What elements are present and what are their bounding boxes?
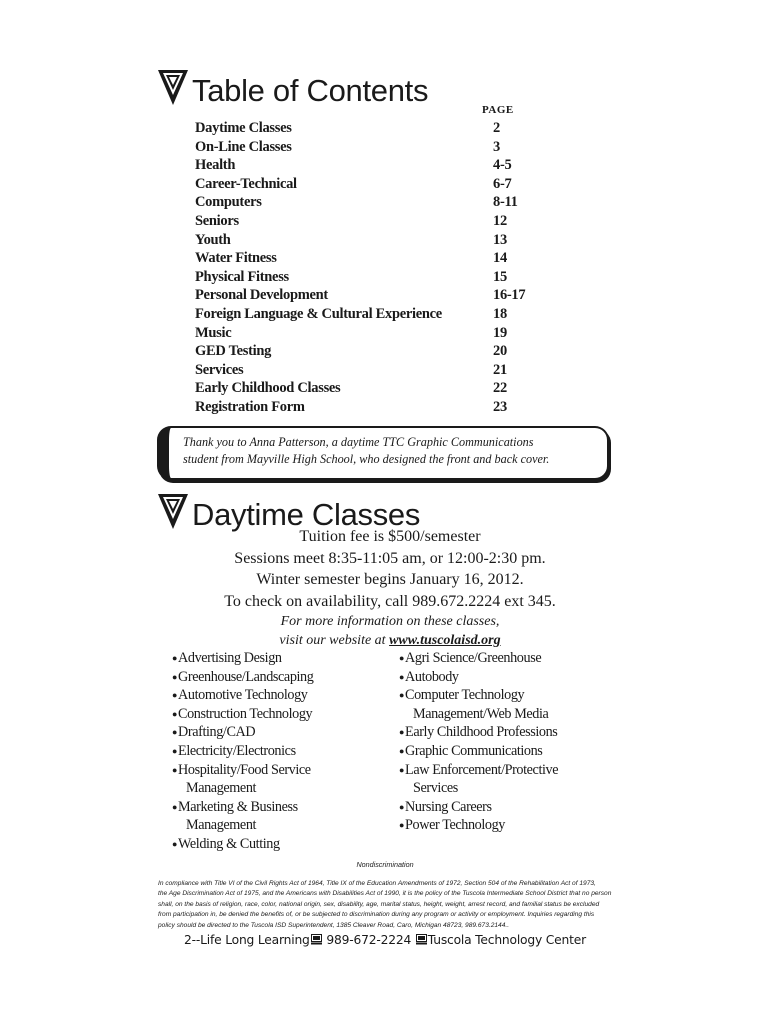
program-name: Automotive Technology xyxy=(178,687,308,704)
program-list-left xyxy=(172,649,392,854)
toc-entry-page: 6-7 xyxy=(493,175,512,192)
toc-entry-page: 13 xyxy=(493,231,507,248)
toc-entry-page: 8-11 xyxy=(493,194,518,211)
credit-line: student from Mayville High School, who designed the front and back cover. xyxy=(183,452,550,466)
bullet-icon: ● xyxy=(172,745,178,756)
toc-entry-page: 3 xyxy=(493,138,500,155)
toc-entry-page: 19 xyxy=(493,324,507,341)
program-item xyxy=(399,742,619,761)
nondiscrimination-statement xyxy=(158,879,614,931)
program-name: Law Enforcement/Protective xyxy=(405,761,559,778)
program-name-continued: Services xyxy=(413,780,458,797)
toc-entry xyxy=(195,119,555,138)
bullet-icon: ● xyxy=(399,727,405,738)
program-item xyxy=(172,742,392,761)
toc-entry-title: Career-Technical xyxy=(195,175,297,192)
program-name: Computer Technology xyxy=(405,687,525,704)
bullet-icon: ● xyxy=(399,820,405,831)
daytime-classes-heading xyxy=(158,492,420,530)
bullet-icon: ● xyxy=(399,671,405,682)
toc-entry xyxy=(195,361,555,380)
toc-entry-title: Music xyxy=(195,324,232,341)
footer-page-label: 2--Life Long Learning xyxy=(184,933,310,947)
program-item xyxy=(172,686,392,705)
toc-entry-title: Daytime Classes xyxy=(195,120,292,136)
visit-prefix: visit our website at xyxy=(279,633,390,648)
program-item xyxy=(399,816,619,835)
program-name: Hospitality/Food Service xyxy=(178,761,311,778)
toc-entry xyxy=(195,212,555,231)
winter-semester-text: Winter semester begins January 16, 2012. xyxy=(256,571,524,588)
daytime-classes-title: Daytime Classes xyxy=(192,497,421,532)
bullet-icon: ● xyxy=(172,801,178,812)
nondiscrimination-line: the Age Discrimination Act of 1975, and the Americans with Disabilities Act of 1990, it is the policy of the Tuscola Intermediate School District that no person xyxy=(158,890,612,898)
bullet-icon: ● xyxy=(172,690,178,701)
toc-entry-page: 15 xyxy=(493,268,507,285)
program-item xyxy=(172,705,392,724)
toc-entry-title: Services xyxy=(195,361,244,378)
cover-credit-text xyxy=(183,434,601,468)
toc-entry-page: 23 xyxy=(493,398,507,415)
bullet-icon: ● xyxy=(399,653,405,663)
toc-entry xyxy=(195,175,555,194)
program-name: Advertising Design xyxy=(178,650,282,666)
toc-entry xyxy=(195,342,555,361)
computer-icon xyxy=(416,934,427,945)
toc-entry-title: Personal Development xyxy=(195,287,328,304)
chevron-logo-icon xyxy=(158,492,188,530)
toc-entry-title: On-Line Classes xyxy=(195,138,292,155)
program-name: Power Technology xyxy=(405,817,505,834)
daytime-info xyxy=(130,526,650,650)
program-item xyxy=(172,798,392,835)
toc-entry xyxy=(195,249,555,268)
toc-entry-title: Early Childhood Classes xyxy=(195,380,341,397)
footer-phone: 989-672-2224 xyxy=(322,933,415,947)
program-name: Marketing & Business xyxy=(178,798,298,815)
program-name: Autobody xyxy=(405,668,459,685)
toc-entry-page: 21 xyxy=(493,361,507,378)
toc-entry-page: 14 xyxy=(493,250,507,267)
bullet-icon: ● xyxy=(399,764,405,775)
website-link[interactable]: www.tuscolaisd.org xyxy=(389,633,501,648)
program-item xyxy=(399,798,619,817)
program-item xyxy=(399,723,619,742)
bullet-icon: ● xyxy=(399,745,405,756)
toc-entry xyxy=(195,138,555,157)
program-name: Electricity/Electronics xyxy=(178,742,296,759)
tuition-text: Tuition fee is $500/semester xyxy=(299,528,481,545)
program-item xyxy=(399,761,619,798)
more-info-text: For more information on these classes, xyxy=(280,614,500,629)
program-item xyxy=(399,649,619,668)
chevron-logo-icon xyxy=(158,68,188,106)
bullet-icon: ● xyxy=(399,690,405,701)
cover-credit-box xyxy=(157,426,609,480)
program-name: Drafting/CAD xyxy=(178,724,256,741)
program-item xyxy=(172,649,392,668)
toc-entry-title: Foreign Language & Cultural Experience xyxy=(195,305,442,322)
toc-entry-title: Registration Form xyxy=(195,398,305,415)
availability-text: To check on availability, call 989.672.2224 ext 345. xyxy=(224,592,556,610)
toc-entry-page: 16-17 xyxy=(493,287,526,304)
bullet-icon: ● xyxy=(399,801,405,812)
nondiscrimination-line: from participation in, be denied the benefits of, or be subjected to discrimination during any program or activity or employment. Inquiries regarding this xyxy=(158,911,595,919)
bullet-icon: ● xyxy=(172,653,178,663)
toc-entry-page: 2 xyxy=(493,120,500,136)
bullet-icon: ● xyxy=(172,671,178,682)
program-name-continued: Management/Web Media xyxy=(413,705,549,722)
toc-entry xyxy=(195,305,555,324)
computer-icon xyxy=(311,934,322,945)
toc-entry xyxy=(195,398,555,417)
toc-list xyxy=(195,119,555,417)
page-footer xyxy=(0,933,770,947)
toc-entry xyxy=(195,324,555,343)
program-name: Agri Science/Greenhouse xyxy=(405,650,542,666)
program-name: Nursing Careers xyxy=(405,798,492,815)
program-item xyxy=(172,835,392,854)
toc-entry-page: 22 xyxy=(493,380,507,397)
nondiscrimination-title: Nondiscrimination xyxy=(356,860,414,869)
program-name: Early Childhood Professions xyxy=(405,724,558,741)
toc-entry-page: 4-5 xyxy=(493,157,512,174)
nondiscrimination-line: policy should be directed to the Tuscola ISD Superintendent, 1385 Cleaver Road, Caro, Michigan 48723, 989.673.2144.. xyxy=(158,921,510,929)
toc-entry xyxy=(195,156,555,175)
program-name-continued: Management xyxy=(186,817,257,834)
toc-entry xyxy=(195,193,555,212)
sessions-text: Sessions meet 8:35-11:05 am, or 12:00-2:30 pm. xyxy=(234,549,546,567)
program-item xyxy=(172,723,392,742)
credit-line: Thank you to Anna Patterson, a daytime TTC Graphic Communications xyxy=(183,435,534,449)
bullet-icon: ● xyxy=(172,838,178,849)
toc-title: Table of Contents xyxy=(192,73,429,108)
toc-entry xyxy=(195,286,555,305)
toc-entry-title: Water Fitness xyxy=(195,250,277,267)
toc-entry-page: 20 xyxy=(493,343,507,360)
toc-entry-title: Youth xyxy=(195,231,231,248)
nondiscrimination-line: In compliance with Title VI of the Civil Rights Act of 1964, Title IX of the Education Amendments of 1972, Section 504 of the Rehabilitation Act of 1973, xyxy=(158,880,596,887)
program-name: Welding & Cutting xyxy=(178,835,280,852)
program-item xyxy=(399,668,619,687)
toc-heading xyxy=(158,68,428,106)
visit-website-line xyxy=(130,631,650,650)
toc-entry-title: Computers xyxy=(195,194,262,211)
toc-entry-page: 18 xyxy=(493,305,507,322)
program-name-continued: Management xyxy=(186,780,257,797)
toc-entry-title: GED Testing xyxy=(195,343,272,360)
toc-entry-title: Seniors xyxy=(195,212,239,229)
program-name: Greenhouse/Landscaping xyxy=(178,668,314,685)
program-item xyxy=(399,686,619,723)
footer-organization: Tuscola Technology Center xyxy=(427,933,586,947)
toc-entry-page: 12 xyxy=(493,212,507,229)
program-list-right xyxy=(399,649,619,835)
toc-entry-title: Physical Fitness xyxy=(195,268,289,285)
bullet-icon: ● xyxy=(172,764,178,775)
toc-entry xyxy=(195,268,555,287)
bullet-icon: ● xyxy=(172,708,178,719)
program-name: Graphic Communications xyxy=(405,742,543,759)
nondiscrimination-line: shall, on the basis of religion, race, color, national origin, sex, disability, age, marital status, height, weight, arrest record, and familial status be excluded xyxy=(158,900,600,908)
program-name: Construction Technology xyxy=(178,705,313,722)
program-item xyxy=(172,761,392,798)
toc-entry-title: Health xyxy=(195,157,236,174)
bullet-icon: ● xyxy=(172,727,178,738)
toc-page-column-label: PAGE xyxy=(482,104,514,116)
toc-entry xyxy=(195,379,555,398)
toc-entry xyxy=(195,231,555,250)
program-item xyxy=(172,668,392,687)
